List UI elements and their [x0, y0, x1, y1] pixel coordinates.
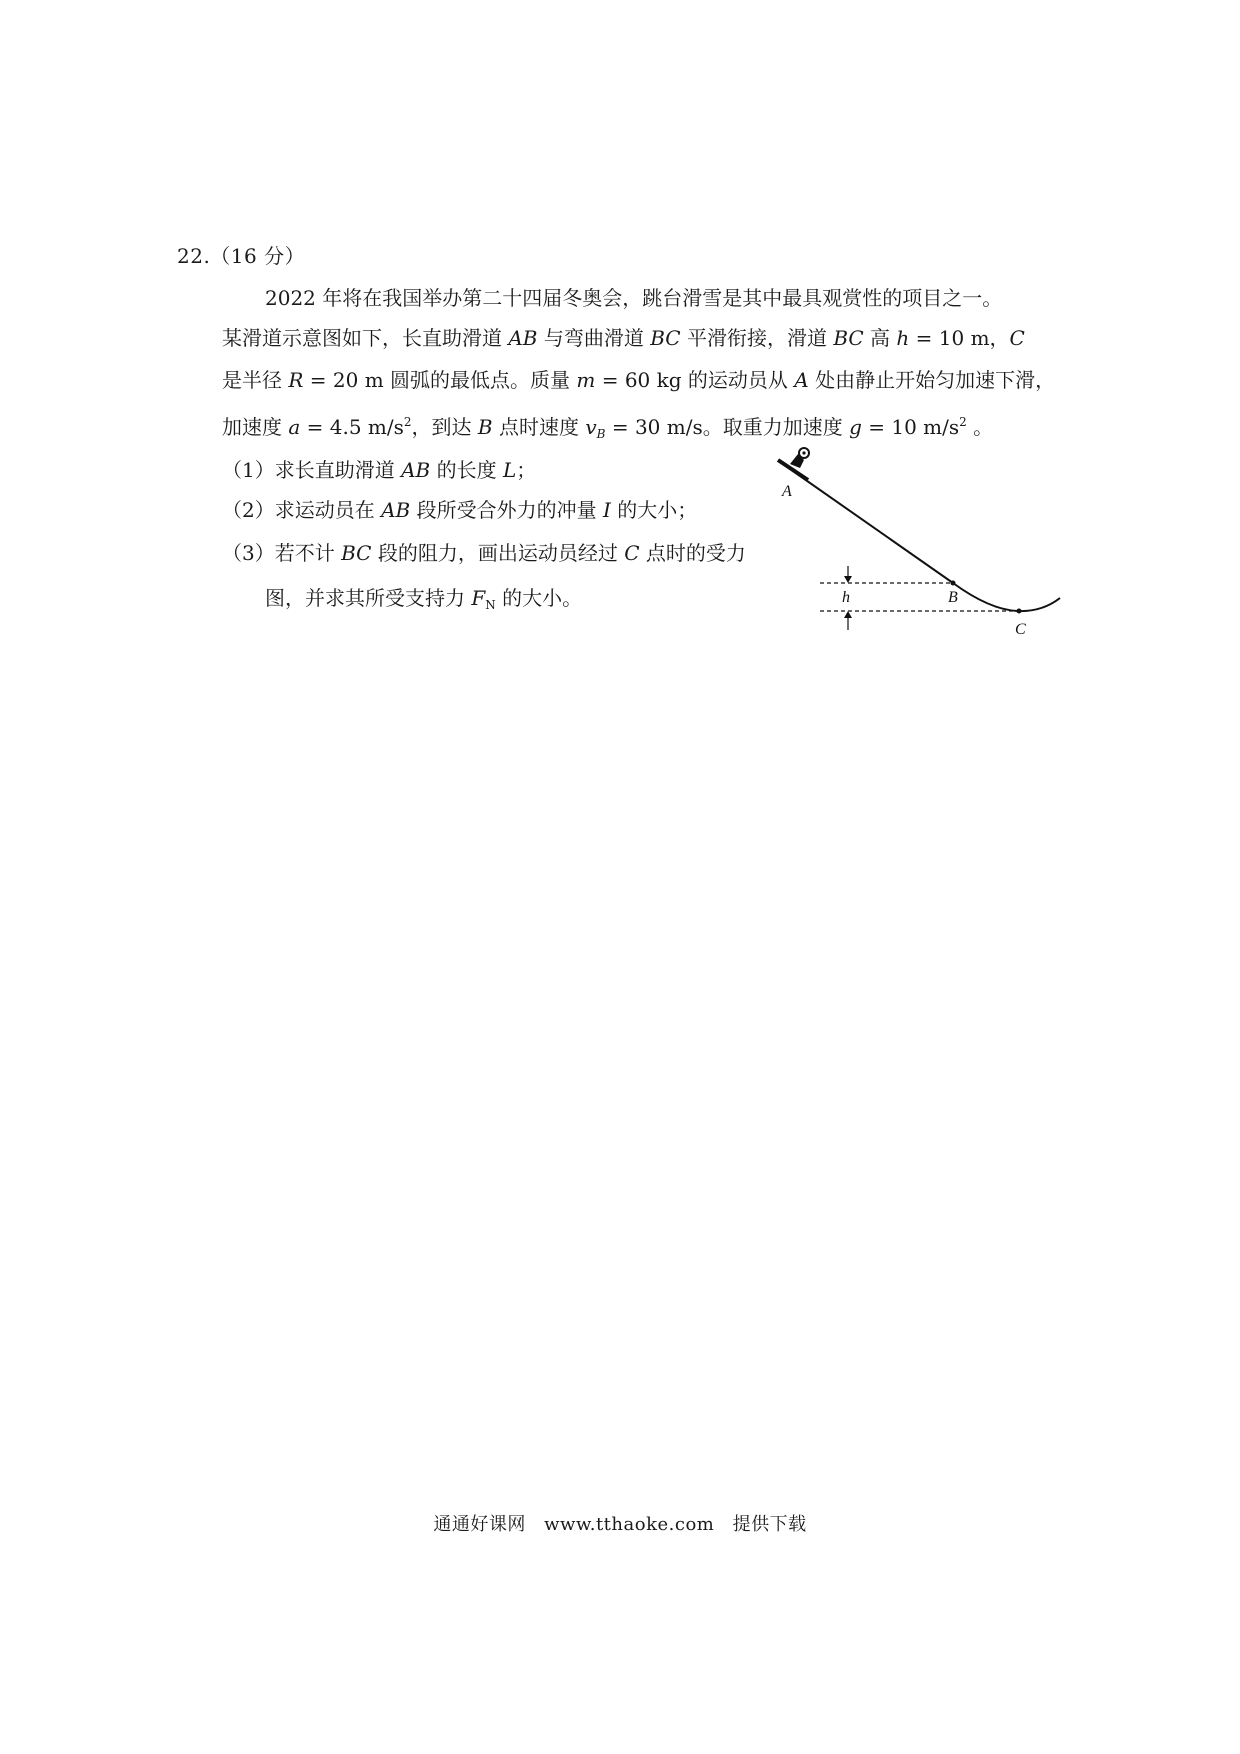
question-number: 22.（16 分） — [177, 244, 306, 268]
ski-slope-diagram — [760, 440, 1080, 660]
intro-line-4: 加速度 a = 4.5 $m/s^2$，到达 B 点时速度 $v_B = 30$ m/s。取重力加速度 g = 10 $m/s^2$ 。 — [222, 415, 994, 441]
subquestion-2: （2）求运动员在 AB 段所受合外力的冲量 I 的大小； — [222, 498, 698, 522]
intro-line-1: 2022 年将在我国举办第二十四届冬奥会，跳台滑雪是其中最具观赏性的项目之一。 — [265, 286, 1003, 310]
label-B: B — [948, 589, 958, 606]
footer-tail: 提供下载 — [732, 1514, 807, 1535]
footer-site-name: 通通好课网 — [433, 1514, 526, 1535]
intro-line-2: 某滑道示意图如下，长直助滑道 AB 与弯曲滑道 BC 平滑衔接，滑道 BC 高 h = 10 m，C — [222, 326, 1025, 350]
curved-track-BC — [953, 583, 1060, 611]
footer-url[interactable]: www.tthaoke.com — [544, 1514, 715, 1535]
subquestion-3: （3）若不计 BC 段的阻力，画出运动员经过 C 点时的受力 — [222, 541, 746, 565]
runway-AB — [780, 462, 953, 583]
subquestion-1: （1）求长直助滑道 AB 的长度 L； — [222, 458, 537, 482]
label-C: C — [1015, 621, 1026, 638]
subquestion-3-continued: 图，并求其所受支持力 $F_N$ 的大小。 — [265, 586, 583, 612]
label-A: A — [782, 483, 792, 500]
label-h: h — [842, 589, 850, 606]
intro-line-3: 是半径 R = 20 m 圆弧的最低点。质量 m = 60 kg 的运动员从 A 处由静止开始匀加速下滑， — [222, 368, 1056, 392]
footer — [0, 1510, 1240, 1536]
